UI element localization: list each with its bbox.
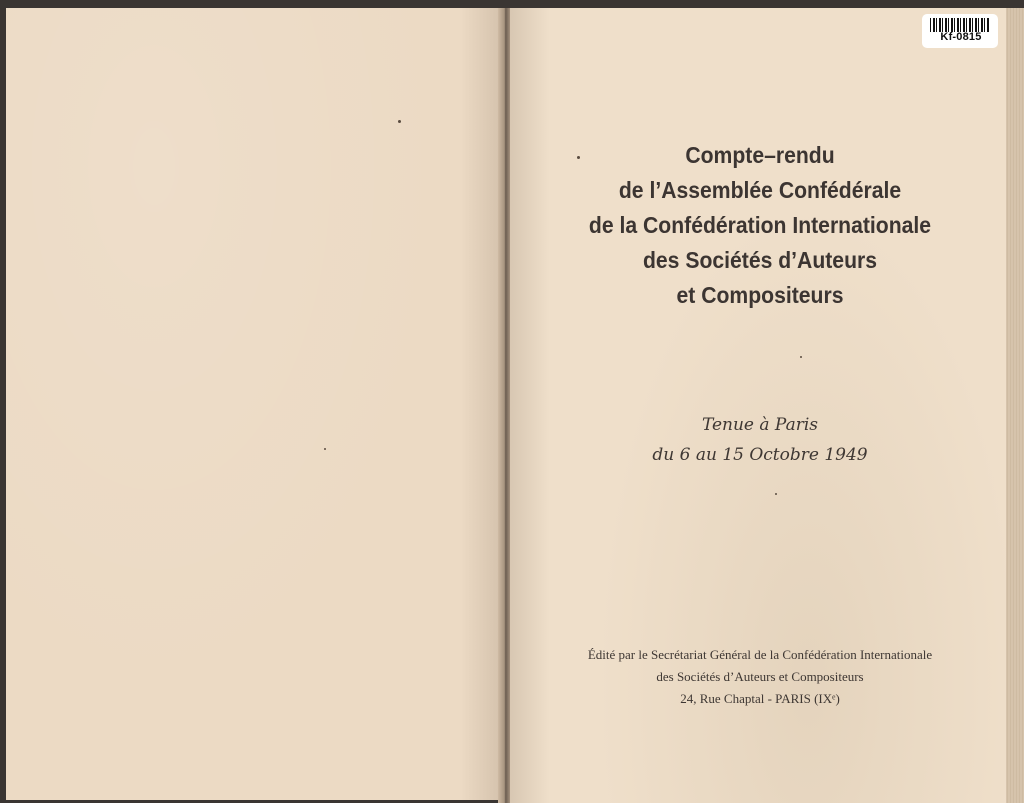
paper-speck: [324, 448, 326, 450]
publisher-imprint: [540, 644, 980, 710]
title-line: et Compositeurs: [676, 282, 844, 308]
left-page-blank: [6, 8, 500, 800]
paper-speck: [398, 120, 401, 123]
publisher-address: 24, Rue Chaptal - PARIS (IXᵉ): [680, 691, 840, 706]
venue-line: Tenue à Paris: [701, 415, 819, 435]
title-line: des Sociétés d’Auteurs: [642, 247, 877, 273]
title-line: de la Confédération Internationale: [588, 212, 932, 238]
barcode-code: Kf-0815: [940, 31, 982, 43]
dates-line: du 6 au 15 Octobre 1949: [652, 445, 868, 465]
library-barcode-label: [922, 14, 998, 48]
venue-and-dates: [560, 410, 960, 470]
paper-speck: [800, 356, 802, 358]
paper-speck: [775, 493, 777, 495]
page-block-edge: [1006, 8, 1024, 803]
document-title: [540, 138, 980, 313]
publisher-line: des Sociétés d’Auteurs et Compositeurs: [656, 669, 864, 684]
publisher-line: Édité par le Secrétariat Général de la Confédération Internationale: [587, 647, 933, 662]
barcode-icon: [930, 18, 990, 32]
title-line: de l’Assemblée Confédérale: [618, 177, 902, 203]
title-line: Compte–rendu: [685, 142, 835, 168]
